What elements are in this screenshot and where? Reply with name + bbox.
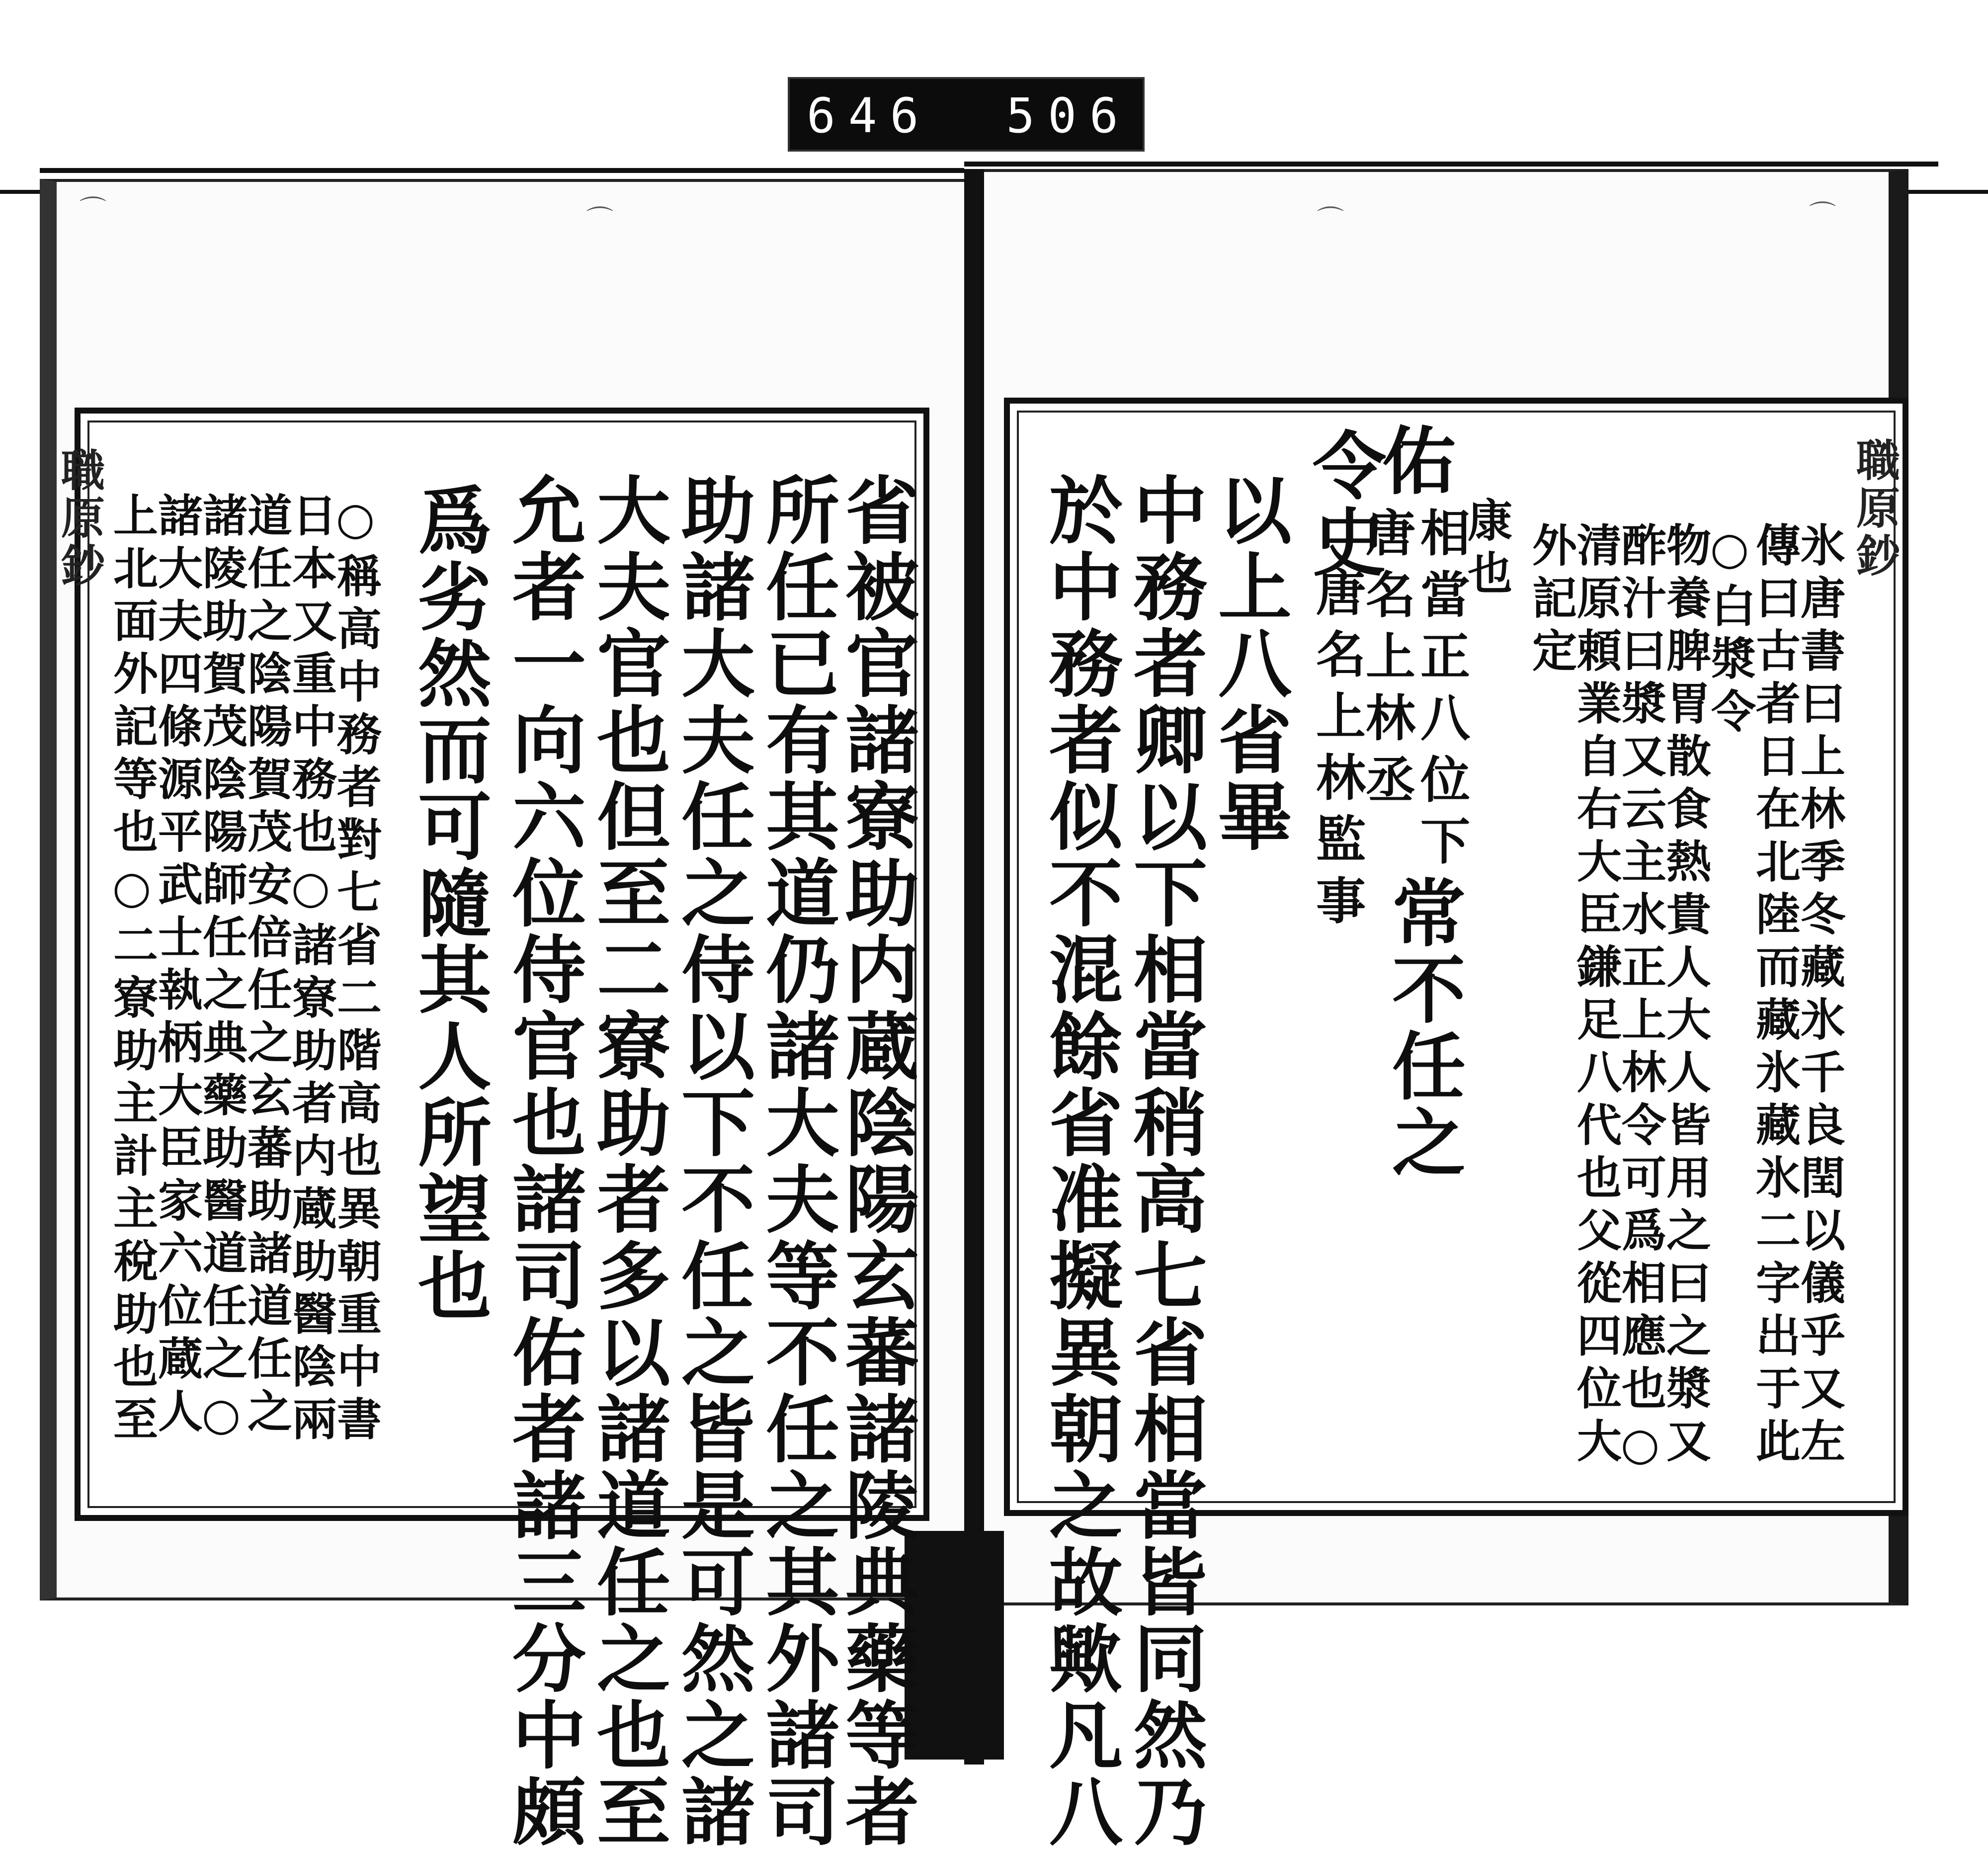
right-text-column: ○白漿令 bbox=[1703, 522, 1756, 741]
left-text-column: 道任之陰陽賀茂安倍任之玄蕃助諸道任之 bbox=[240, 492, 292, 1440]
right-text-column: 唐名上林監事 bbox=[1308, 567, 1366, 936]
right-text-column: 物養脾胃散食熱貴人大人皆用之曰之漿又 bbox=[1658, 522, 1711, 1470]
right-text-column: 氷唐書曰上林季冬藏氷千良閏以儀乎又左 bbox=[1793, 522, 1845, 1470]
left-text-column: ○稱高中務者對七省二階高也異朝重中書 bbox=[329, 492, 382, 1448]
left-text-column: 爲劣然而可隨其人所望也 bbox=[406, 482, 493, 1324]
right-text-column: 酢汁曰漿又云主水正上林令可爲相應也○ bbox=[1614, 522, 1666, 1478]
left-text-column: 上北面外記等也○二寮助主計主稅助也至 bbox=[105, 492, 158, 1448]
left-text-column: 助諸大夫任之侍以下不任之皆是可然之諸 bbox=[669, 472, 756, 1850]
right-text-column: 唐名上林丞 bbox=[1357, 507, 1416, 815]
left-text-column: 所任已有其道仍諸大夫等不任之其外諸司 bbox=[754, 472, 840, 1850]
book-spine bbox=[964, 169, 984, 1765]
catalog-number-right: 506 bbox=[1006, 88, 1131, 144]
page-corner-mark: ⌒ bbox=[1317, 204, 1344, 236]
right-text-column: 於中務者似不混餘省准擬異朝之故歟凡八 bbox=[1037, 472, 1124, 1850]
right-text-column: 相當正八位下 bbox=[1412, 507, 1471, 877]
page-corner-mark: ⌒ bbox=[80, 194, 106, 226]
left-text-column: 省被官諸寮助内蔵陰陽玄蕃諸陵典藥等者 bbox=[833, 472, 920, 1850]
right-text-column: 常不任之 bbox=[1380, 875, 1467, 1181]
right-margin-label: 職原鈔 bbox=[1849, 437, 1901, 581]
left-text-column: 日本又重中務也○諸寮助者内蔵助醫陰兩 bbox=[284, 492, 337, 1448]
left-text-column: 諸大夫四條源平武士執柄大臣家六位蔵人 bbox=[150, 492, 203, 1440]
right-text-column: 外記定 bbox=[1524, 522, 1577, 680]
right-text-column: 傳曰古者日在北陸而藏氷藏氷二字出于此 bbox=[1748, 522, 1801, 1470]
left-text-column: 諸陵助賀茂陰陽師任之典藥助醫道任之○ bbox=[195, 492, 248, 1448]
left-margin-label: 職原鈔 bbox=[54, 447, 106, 590]
right-text-column: 清原頼業自右大臣鎌足八代也父從四位大 bbox=[1569, 522, 1622, 1470]
right-text-column: 令史 bbox=[1301, 427, 1387, 581]
catalog-number-tag bbox=[788, 77, 1145, 152]
right-text-column: 佑 bbox=[1370, 422, 1457, 499]
left-text-column: 大夫官也但至二寮助者多以諸道任之也至 bbox=[585, 472, 671, 1850]
catalog-number-left: 646 bbox=[807, 88, 932, 144]
right-text-column: 中務者卿以下相當稍高七省相當皆同然乃 bbox=[1122, 472, 1208, 1850]
page-corner-mark: ⌒ bbox=[1809, 199, 1836, 231]
page-corner-mark: ⌒ bbox=[586, 204, 613, 236]
top-rule-right bbox=[964, 162, 1938, 167]
right-text-column: 以上八省畢 bbox=[1206, 472, 1293, 855]
left-text-column: 允者一向六位侍官也諸司佑者諸三分中頗 bbox=[500, 472, 587, 1850]
right-text-column: 康也 bbox=[1460, 497, 1512, 602]
